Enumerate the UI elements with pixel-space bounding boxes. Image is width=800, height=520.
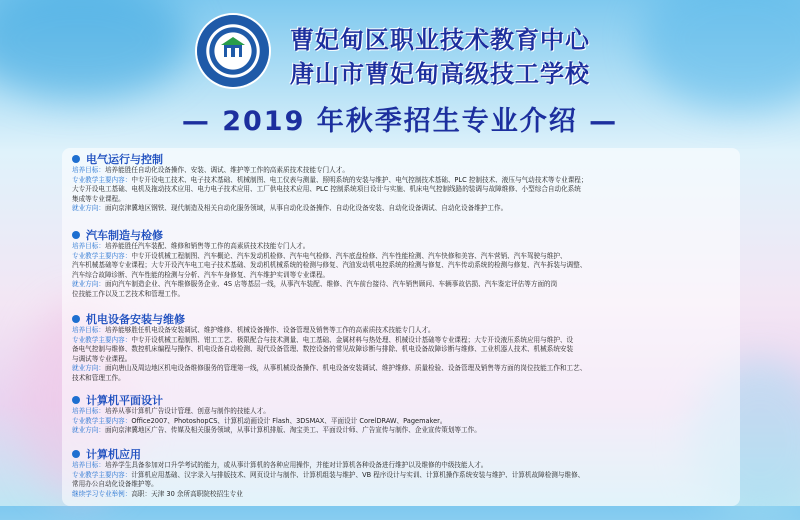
text-line [72, 271, 732, 281]
field-text: Office2007、PhotoshopCS、计算机动画设计 Flash、3DSMAX、平面设计 CorelDRAW、Pagemaker。 [131, 416, 447, 425]
field-text: 大专开设电工基础、电机及拖动技术应用、电力电子技术应用、工厂供电技术应用、PLC 控制系统项目设计与实施、机床电气控制线路的装调与故障维修、小型综合自动化系统 [72, 185, 581, 194]
field-label: 专业教学主要内容： [72, 335, 132, 344]
field-label: 专业教学主要内容： [72, 175, 132, 184]
section-title: 电气运行与控制 [86, 153, 163, 166]
text-line [72, 261, 732, 271]
bullet-icon [72, 450, 80, 458]
text-line [72, 345, 732, 355]
field-text: 位技能工作以及工艺技术和管理工作。 [72, 289, 185, 298]
text-line [72, 166, 732, 176]
field-text: 汽车综合故障诊断、汽车性能的检测与分析、汽车车身修复、汽车维护实训等专业课程。 [72, 270, 330, 279]
field-label: 专业教学主要内容： [72, 251, 132, 260]
field-text: 面向唐山及周边地区机电设备维修服务的管理第一线，从事机械设备操作、机电设备安装调试、维护维修、质量检验、设备管理及销售等方面的岗位技能工作和工艺、 [104, 364, 587, 373]
bullet-icon [72, 396, 80, 404]
header [0, 0, 800, 150]
text-line [72, 252, 732, 262]
field-text: 中专开设机械工程制图、汽车概论、汽车发动机检修、汽车电气检修、汽车底盘检修、汽车性能检测、汽车快修和美容、汽车营销、汽车驾驶与维护、 [131, 251, 567, 260]
text-line [72, 176, 732, 186]
section-auto-repair [72, 228, 732, 300]
field-label: 培养目标： [72, 242, 105, 250]
bullet-icon [72, 315, 80, 323]
text-line [72, 195, 732, 205]
text-line [72, 417, 732, 427]
field-text: 培养学生具备参加对口升学考试的能力，或从事计算机的各种应用操作，并能对计算机各种设备进行维护以及维修的中级技能人才。 [104, 461, 488, 469]
field-text: 常用办公自动化设备维护等。 [72, 480, 158, 489]
text-line [72, 355, 732, 365]
field-text: 技术和管理工作。 [72, 373, 125, 382]
section-title: 计算机应用 [86, 448, 141, 461]
field-text: 面向汽车制造企业、汽车维修服务企业、4S 店等基层一线，从事汽车装配、维修、汽车前台接待、汽车销售顾问、车辆事故估损、汽车鉴定评估等方面的岗 [104, 280, 558, 289]
text-line [72, 326, 732, 336]
text-line [72, 364, 732, 374]
school-name-primary: 曹妃甸区职业技术教育中心 [290, 26, 590, 54]
bullet-icon [72, 155, 80, 163]
field-text: 培养能够胜任机电设备安装调试、维护维修、机械设备操作、设备管理及销售等工作的高素质技术技能专门人才。 [104, 326, 435, 334]
field-label: 专业教学主要内容： [72, 416, 132, 425]
field-text: 备电气控制与维修、数控机床编程与操作、机电设备自动检测、现代设备管理、数控设备的常见故障诊断与排除、机电设备故障诊断与维修、工业机器人技术、机械系统安装 [72, 345, 574, 354]
field-text: 汽车机械基础等专业课程；大专开设汽车电工电子技术基础、发动机机械系统的检测与修复、汽油发动机电控系统的检测与修复、汽车传动系统的检测与修复、汽车拆装与调整、 [72, 261, 587, 270]
text-line [72, 290, 732, 300]
logo-emblem-icon [219, 35, 247, 61]
field-text: 面向京津冀地区钢铁、现代制造及相关自动化服务领域，从事自动化设备操作、自动化设备安装、自动化设备调试、自动化设备维护工作。 [104, 204, 508, 213]
section-title: 机电设备安装与维修 [86, 313, 185, 326]
field-text: 培养从事计算机广告设计管理、创意与制作的技能人才。 [104, 407, 270, 415]
text-line [72, 426, 732, 436]
field-label: 就业方向： [72, 280, 105, 289]
school-name-secondary: 唐山市曹妃甸高级技工学校 [290, 60, 590, 88]
field-label: 就业方向： [72, 426, 105, 435]
section-title: 计算机平面设计 [86, 394, 163, 407]
field-text: 与调试等专业课程。 [72, 354, 132, 363]
field-text: 计算机应用基础、汉字录入与排版技术、网页设计与制作、计算机组装与维护、VB 程序设计与实训、计算机操作系统安装与维护、计算机故障检测与维修、 [131, 470, 585, 479]
field-label: 就业方向： [72, 204, 105, 213]
field-label: 就业方向： [72, 364, 105, 373]
section-electrical-control [72, 152, 732, 214]
section-graphic-design [72, 393, 732, 436]
field-text: 高职：天津 30 余所高职院校招生专业 [131, 489, 243, 498]
field-label: 培养目标： [72, 461, 105, 469]
text-line [72, 471, 732, 481]
field-text: 面向京津冀地区广告、传媒及相关服务领域，从事计算机排版、淘宝美工、平面设计师、广告宣传与制作、企业宣传策划等工作。 [104, 426, 481, 435]
section-mechatronics [72, 312, 732, 384]
text-line [72, 204, 732, 214]
text-line [72, 480, 732, 490]
text-line [72, 461, 732, 471]
field-text: 中专开设机械工程制图、钳工工艺、极限配合与技术测量、电工基础、金属材料与热处理、机械设计基础等专业课程；大专开设液压系统应用与维护、设 [131, 335, 574, 344]
field-text: 培养能胜任自动化设备操作、安装、调试、维护等工作的高素质技术技能专门人才。 [104, 166, 349, 174]
bullet-icon [72, 231, 80, 239]
field-label: 专业教学主要内容： [72, 470, 132, 479]
field-label: 培养目标： [72, 326, 105, 334]
school-logo [197, 15, 269, 87]
section-title: 汽车制造与检修 [86, 229, 163, 242]
field-text: 集成等专业课程。 [72, 194, 125, 203]
text-line [72, 242, 732, 252]
field-label: 培养目标： [72, 166, 105, 174]
text-line [72, 185, 732, 195]
text-line [72, 280, 732, 290]
text-line [72, 490, 732, 500]
field-text: 培养能胜任汽车装配、维修和销售等工作的高素质技术技能专门人才。 [104, 242, 310, 250]
field-label: 继续学习专业举例： [72, 489, 132, 498]
page-title: — 2019 年秋季招生专业介绍 — [181, 106, 619, 137]
text-line [72, 374, 732, 384]
section-computer-application [72, 447, 732, 499]
field-text: 中专开设电工技术、电子技术基础、机械制图、电工仪表与测量、照明系统的安装与维护、电气控制技术基础、PLC 控制技术、液压与气动技术等专业课程； [131, 175, 588, 184]
field-label: 培养目标： [72, 407, 105, 415]
text-line [72, 336, 732, 346]
text-line [72, 407, 732, 417]
